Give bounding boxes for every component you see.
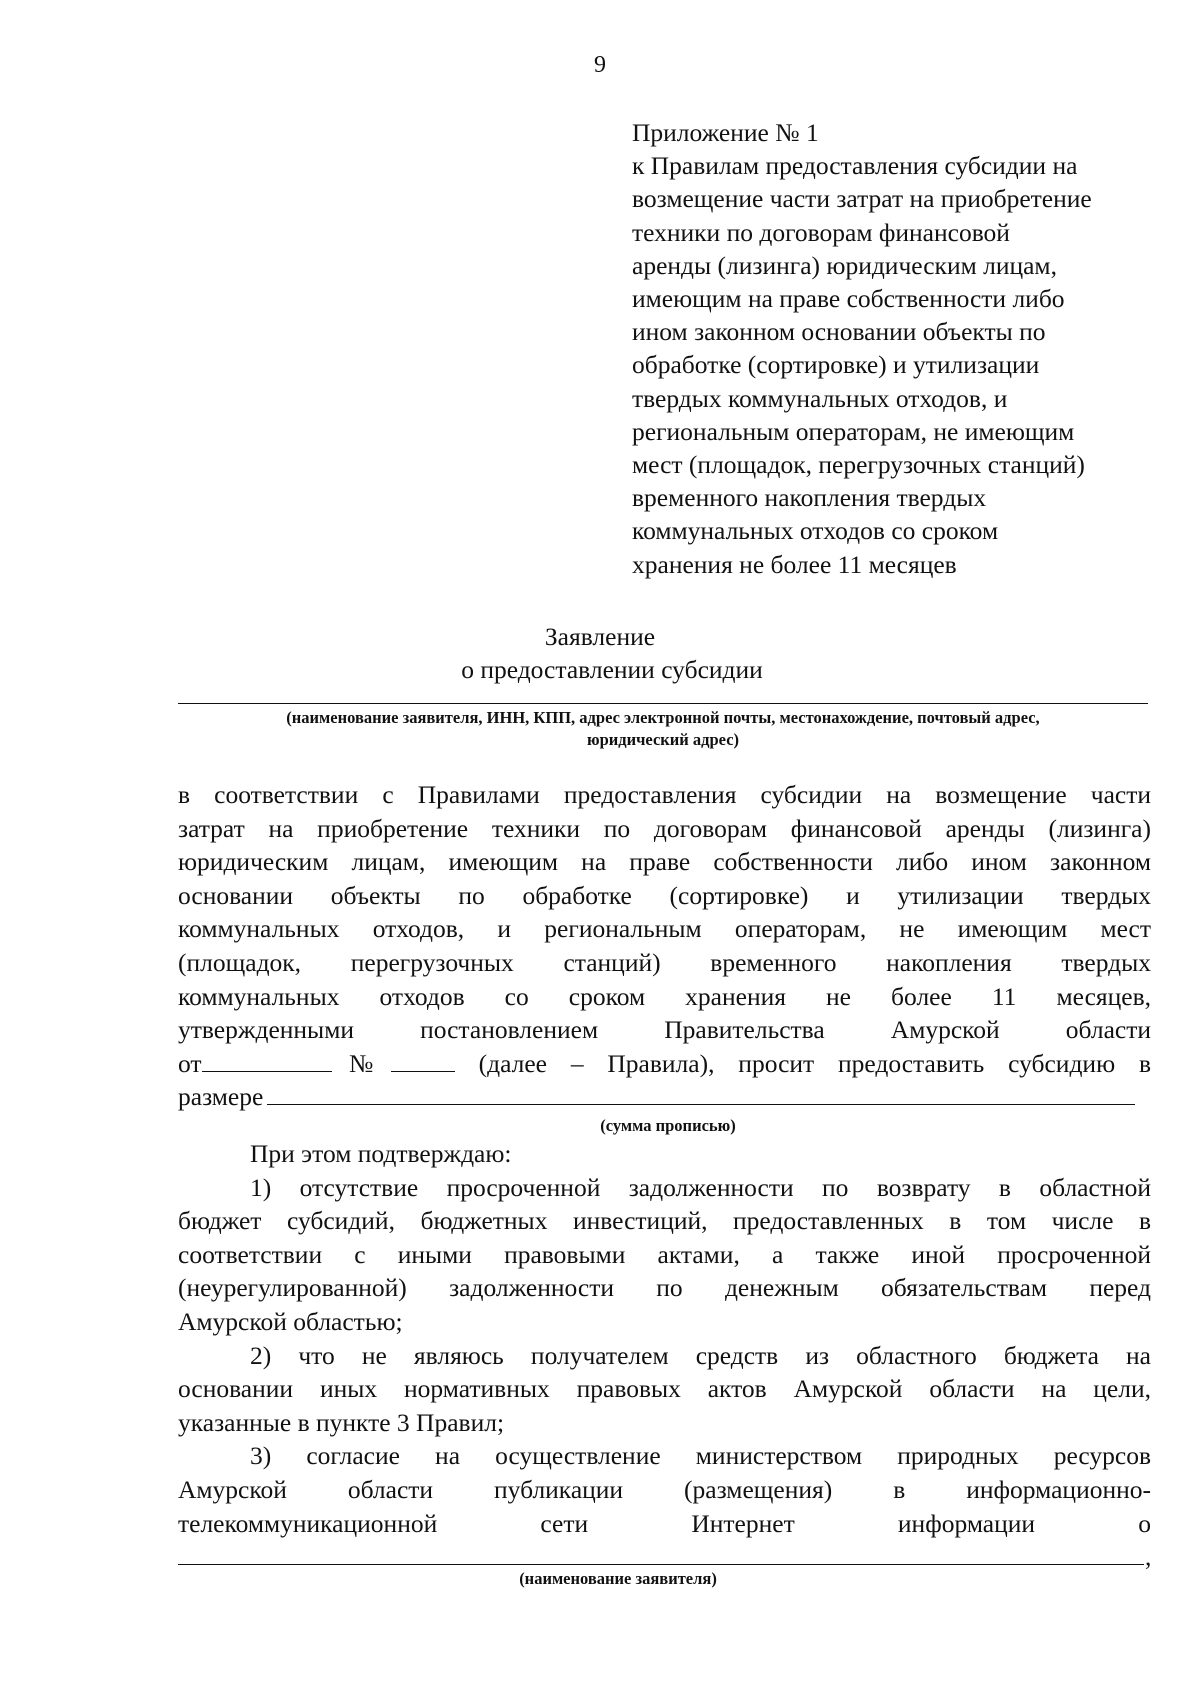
date-prefix: от [178,1048,202,1078]
appendix-line: твердых коммунальных отходов, и [632,383,1008,413]
appendix-line: имеющим на праве собственности либо [632,284,1065,314]
amount-caption: (сумма прописью) [600,1116,736,1135]
item1-line: Амурской областью; [178,1306,403,1336]
main-paragraph [178,778,1151,1114]
appendix-line: Приложение № 1 [632,118,819,147]
confirmations [178,1137,1151,1540]
date-suffix: (далее – Правила), просит предоставить субсидию в [478,1048,1151,1078]
item2-line: указанные в пункте 3 Правил; [178,1407,505,1437]
applicant-caption-line: юридический адрес) [586,730,740,749]
date-field[interactable] [202,1049,332,1072]
paragraph-line: коммунальных отходов со сроком хранения не более 11 месяцев, [178,981,1151,1011]
item1-line: бюджет субсидий, бюджетных инвестиций, предоставленных в том числе в [178,1206,1151,1236]
applicant-name-field[interactable] [178,703,1148,704]
item2-line: 2) что не являюсь получателем средств из областного бюджета на [250,1340,1151,1370]
appendix-line: обработке (сортировке) и утилизации [632,350,1040,380]
document-title: Заявление [544,622,656,651]
document-subtitle: о предоставлении субсидии [461,655,763,684]
item2-line: основании иных нормативных правовых актов Амурской области на цели, [178,1374,1151,1404]
appendix-block [632,116,1152,581]
number-sign: № [331,1048,391,1078]
appendix-line: коммунальных отходов со сроком [632,516,999,546]
applicant-name-field-2[interactable] [178,1564,1144,1565]
paragraph-line: основании объекты по обработке (сортировке) и утилизации твердых [178,880,1151,910]
appendix-line: хранения не более 11 месяцев [632,549,957,579]
item3-line: Амурской области публикации (размещения) в информационно- [178,1474,1151,1504]
paragraph-line: в соответствии с Правилами предоставления субсидии на возмещение части [178,780,1151,809]
final-caption: (наименование заявителя) [519,1569,717,1588]
paragraph-line: юридическим лицам, имеющим на праве собственности либо ином законном [178,847,1151,877]
amount-line [178,1080,1151,1114]
paragraph-line: (площадок, перегрузочных станций) временного накопления твердых [178,947,1151,977]
amount-label: размере [178,1082,264,1112]
appendix-line: региональным операторам, не имеющим [632,416,1075,446]
appendix-line: мест (площадок, перегрузочных станций) [632,450,1085,480]
number-field[interactable] [391,1049,455,1072]
amount-field[interactable] [267,1082,1135,1105]
appendix-line: к Правилам предоставления субсидии на [632,151,1078,181]
appendix-line: временного накопления твердых [632,483,987,513]
appendix-line: аренды (лизинга) юридическим лицам, [632,250,1057,280]
applicant-caption [178,707,1148,751]
item3-line: 3) согласие на осуществление министерством природных ресурсов [250,1441,1151,1471]
item1-line: 1) отсутствие просроченной задолженности по возврату в областной [250,1172,1151,1202]
paragraph-line: затрат на приобретение техники по договорам финансовой аренды (лизинга) [178,813,1151,843]
appendix-line: возмещение части затрат на приобретение [632,184,1092,214]
appendix-line: ином законном основании объекты по [632,317,1046,347]
applicant-caption-line: (наименование заявителя, ИНН, КПП, адрес электронной почты, местонахождение, почтовый адрес, [286,708,1040,727]
item1-line: (неурегулированной) задолженности по денежным обязательствам перед [178,1273,1151,1303]
confirm-intro: При этом подтверждаю: [250,1139,512,1168]
paragraph-line: коммунальных отходов, и региональным операторам, не имеющим мест [178,914,1151,944]
item1-line: соответствии с иными правовыми актами, а также иной просроченной [178,1239,1151,1269]
appendix-line: техники по договорам финансовой [632,217,1010,247]
page-number: 9 [594,52,606,78]
item3-line: телекоммуникационной сети Интернет информации о [178,1508,1151,1538]
trailing-comma: , [1145,1542,1152,1571]
date-number-line [178,1047,1151,1081]
paragraph-line: утвержденными постановлением Правительства Амурской области [178,1015,1151,1045]
